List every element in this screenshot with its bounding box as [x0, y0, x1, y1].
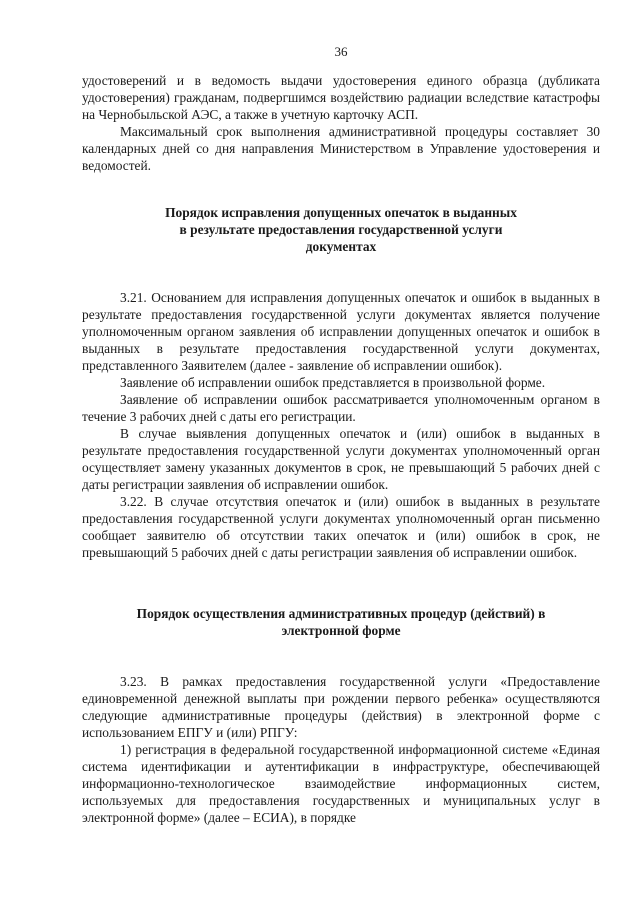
section-title-corrections — [82, 204, 600, 255]
section-title-electronic — [82, 605, 600, 639]
paragraph-3-21: 3.21. Основанием для исправления допущенных опечаток и ошибок в выданных в результате предоставления государственной услуги документах является получение уполномоченным органом заявления об исправлении допущенных опечаток и ошибок в выданных в результате предоставления государственной услуги документах, представленного Заявителем (далее - заявление об исправлении ошибок). — [82, 290, 600, 373]
paragraph-max-term: Максимальный срок выполнения административной процедуры составляет 30 календарных дней со дня направления Министерством в Управление удостоверения и ведомостей. — [82, 124, 600, 173]
paragraph-intro: удостоверений и в ведомость выдачи удостоверения единого образца (дубликата удостоверения) гражданам, подвергшимся воздействию радиации вследствие катастрофы на Чернобыльской АЭС, а также в учетную карточку АСП. — [82, 73, 600, 122]
paragraph-item-1: 1) регистрация в федеральной государственной информационной системе «Единая система идентификации и аутентификации в инфраструктуре, обеспечивающей информационно-технологическое взаимодействие информационных систем, используемых для предоставления государственных и муниципальных услуг в электронной форме» (далее – ЕСИА), в порядке — [82, 742, 600, 825]
section-title-line: Порядок исправления допущенных опечаток в выданных — [165, 205, 517, 220]
paragraph-review: Заявление об исправлении ошибок рассматривается уполномоченным органом в течение 3 рабочих дней с даты его регистрации. — [82, 392, 600, 424]
section-title-line: Порядок осуществления административных процедур (действий) в — [136, 606, 546, 621]
page-number: 36 — [334, 44, 348, 59]
paragraph-3-22: 3.22. В случае отсутствия опечаток и (или) ошибок в выданных в результате предоставления государственной услуги документах уполномоченный орган письменно сообщает заявителю об отсутствии таких опечаток и (или) ошибок в срок, не превышающий 5 рабочих дней с даты регистрации заявления об исправлении ошибок. — [82, 494, 600, 560]
section-title-line: электронной форме — [281, 623, 401, 638]
section-title-line: документах — [305, 239, 377, 254]
paragraph-form: Заявление об исправлении ошибок представляется в произвольной форме. — [120, 375, 546, 390]
paragraph-3-23: 3.23. В рамках предоставления государственной услуги «Предоставление единовременной денежной выплаты при рождении первого ребенка» осуществляются следующие административные процедуры (действия) в электронной форме с использованием ЕПГУ и (или) РПГУ: — [82, 674, 600, 740]
section-title-line: в результате предоставления государственной услуги — [179, 222, 503, 237]
paragraph-detect: В случае выявления допущенных опечаток и (или) ошибок в выданных в результате предоставления государственной услуги документах уполномоченный орган осуществляет замену указанных документов в срок, не превышающий 5 рабочих дней с даты регистрации заявления об исправлении ошибок. — [82, 426, 600, 492]
